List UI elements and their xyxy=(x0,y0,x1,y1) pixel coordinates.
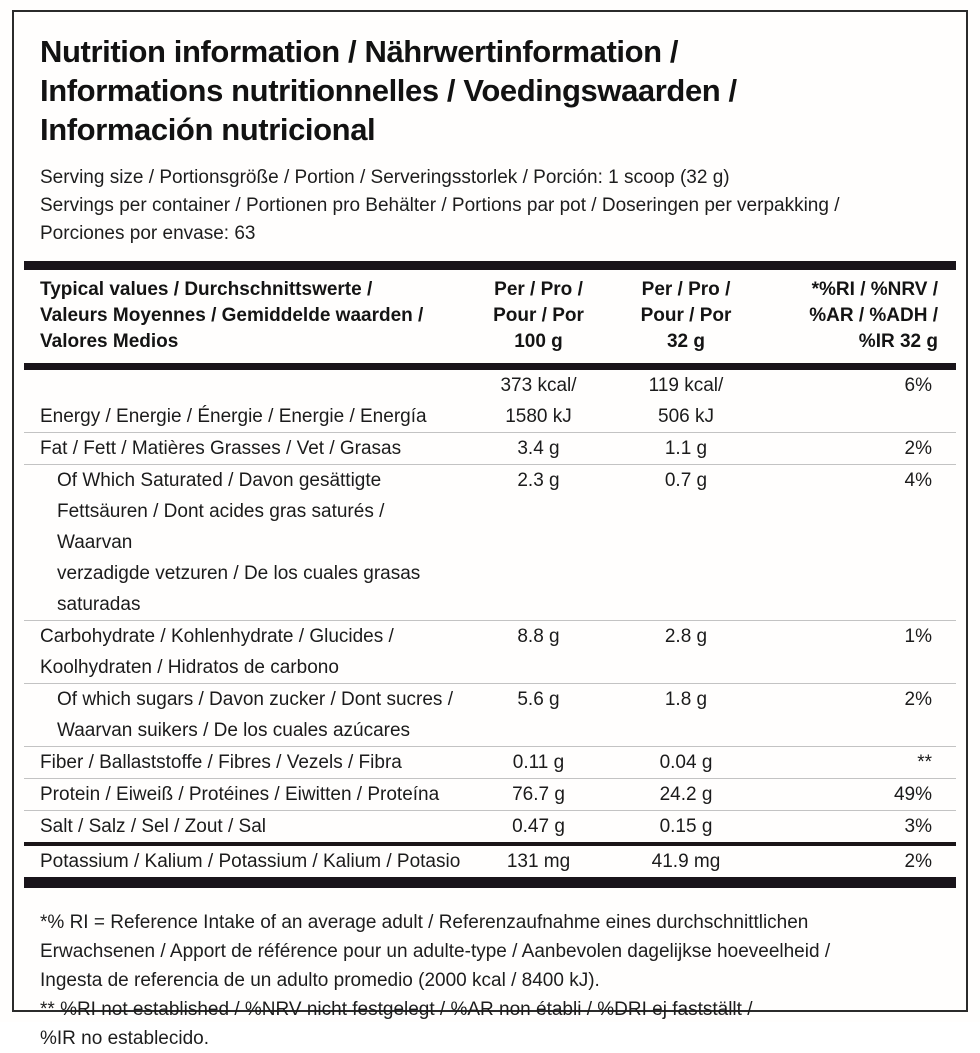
spacer xyxy=(40,370,461,401)
row-label: Protein / Eiweiß / Protéines / Eiwitten / Proteína xyxy=(40,784,440,805)
value-per-32g: 24.2 g xyxy=(659,784,713,805)
value-per-100g: 8.8 g xyxy=(517,626,560,647)
value-per-100g-kj: 1580 kJ xyxy=(505,406,572,427)
header-per-100g: Per / Pro / Pour / Por 100 g xyxy=(493,279,584,352)
table-row-saturated-fat xyxy=(24,464,956,620)
row-label: Potassium / Kalium / Potassium / Kalium / Potasio xyxy=(40,851,461,872)
row-label-line-2: Koolhydraten / Hidratos de carbono xyxy=(40,657,339,678)
value-per-32g: 0.15 g xyxy=(659,816,713,837)
nutrition-label-frame xyxy=(12,10,968,1049)
value-per-32g-kcal: 119 kcal/ xyxy=(648,375,724,396)
header-reference-intake: *%RI / %NRV / %AR / %ADH / %IR 32 g xyxy=(809,279,938,352)
row-label-line-1: Of Which Saturated / Davon gesättigte xyxy=(57,470,382,491)
value-ri: ** xyxy=(917,752,932,773)
table-row-potassium xyxy=(24,842,956,877)
value-per-100g: 76.7 g xyxy=(512,784,565,805)
footnote-reference-intake xyxy=(24,908,956,995)
value-per-100g: 2.3 g xyxy=(517,470,560,491)
title-line-1: Nutrition information / Nährwertinformation / xyxy=(40,34,679,69)
footnote-line: *% RI = Reference Intake of an average adult / Referenzaufnahme eines durchschnittlichen xyxy=(40,912,809,933)
row-label: Fiber / Ballaststoffe / Fibres / Vezels / Fibra xyxy=(40,752,402,773)
value-ri: 4% xyxy=(904,470,932,491)
title-line-3: Información nutricional xyxy=(40,112,376,147)
table-row-fat xyxy=(24,432,956,464)
value-per-32g: 41.9 mg xyxy=(651,851,721,872)
spacer xyxy=(756,401,932,432)
table-row-protein xyxy=(24,778,956,810)
value-ri: 6% xyxy=(904,375,932,396)
header-typical-values: Typical values / Durchschnittswerte / Valeurs Moyennes / Gemiddelde waarden / Valores Medios xyxy=(40,279,424,352)
serving-size-line: Serving size / Portionsgröße / Portion / Serveringsstorlek / Porción: 1 scoop (32 g) xyxy=(40,167,730,188)
value-per-32g: 0.04 g xyxy=(659,752,713,773)
value-per-32g: 2.8 g xyxy=(664,626,708,647)
row-label-line-3: verzadigde vetzuren / De los cuales grasas saturadas xyxy=(57,563,421,615)
table-row-carbohydrate xyxy=(24,620,956,683)
row-label-line-2: Fettsäuren / Dont acides gras saturés / Waarvan xyxy=(57,501,385,553)
table-row-energy xyxy=(24,370,956,432)
nutrition-table-body xyxy=(24,370,956,877)
servings-per-container-line-2: Porciones por envase: 63 xyxy=(40,223,256,244)
value-ri: 49% xyxy=(893,784,932,805)
row-label: Energy / Energie / Énergie / Energie / Energía xyxy=(40,406,427,427)
value-per-32g: 1.1 g xyxy=(664,438,708,459)
page-title xyxy=(24,32,956,149)
value-per-100g: 3.4 g xyxy=(517,438,560,459)
servings-per-container-line-1: Servings per container / Portionen pro Behälter / Portions par pot / Doseringen per verpakking / xyxy=(40,195,840,216)
footnote-line: Erwachsenen / Apport de référence pour un adulte-type / Aanbevolen dagelijkse hoeveelheid / xyxy=(40,941,831,962)
value-per-32g: 0.7 g xyxy=(664,470,708,491)
row-label: Fat / Fett / Matières Grasses / Vet / Grasas xyxy=(40,438,402,459)
table-row-salt xyxy=(24,810,956,842)
footnote-line: ** %RI not established / %NRV nicht festgelegt / %AR non établi / %DRI ej fastställt / xyxy=(40,999,753,1020)
divider-bar-under-header xyxy=(24,363,956,370)
title-line-2: Informations nutritionnelles / Voedingswaarden / xyxy=(40,73,737,108)
footnote-line: Ingesta de referencia de un adulto promedio (2000 kcal / 8400 kJ). xyxy=(40,970,600,991)
table-header-row xyxy=(24,270,956,363)
footnote-line: %IR no establecido. xyxy=(40,1028,209,1049)
table-row-sugars xyxy=(24,683,956,746)
value-ri: 2% xyxy=(904,438,932,459)
value-per-100g: 0.11 g xyxy=(512,752,565,773)
value-per-32g-kj: 506 kJ xyxy=(658,406,714,427)
row-label: Salt / Salz / Sel / Zout / Sal xyxy=(40,816,266,837)
value-per-100g: 5.6 g xyxy=(517,689,560,710)
serving-info xyxy=(24,164,956,248)
value-ri: 1% xyxy=(904,626,932,647)
value-per-100g: 131 mg xyxy=(506,851,571,872)
value-per-100g: 0.47 g xyxy=(512,816,565,837)
value-per-100g-kcal: 373 kcal/ xyxy=(500,375,577,396)
value-ri: 2% xyxy=(904,851,932,872)
header-per-32g: Per / Pro / Pour / Por 32 g xyxy=(640,279,732,352)
value-ri: 3% xyxy=(904,816,932,837)
divider-bar-top xyxy=(24,261,956,270)
row-label-line-1: Of which sugars / Davon zucker / Dont sucres / xyxy=(57,689,453,710)
row-label-line-2: Waarvan suikers / De los cuales azúcares xyxy=(57,720,411,741)
table-row-fiber xyxy=(24,746,956,778)
divider-bar-bottom xyxy=(24,877,956,888)
value-ri: 2% xyxy=(904,689,932,710)
footnote-not-established xyxy=(24,995,956,1053)
value-per-32g: 1.8 g xyxy=(664,689,708,710)
row-label-line-1: Carbohydrate / Kohlenhydrate / Glucides / xyxy=(40,626,394,647)
